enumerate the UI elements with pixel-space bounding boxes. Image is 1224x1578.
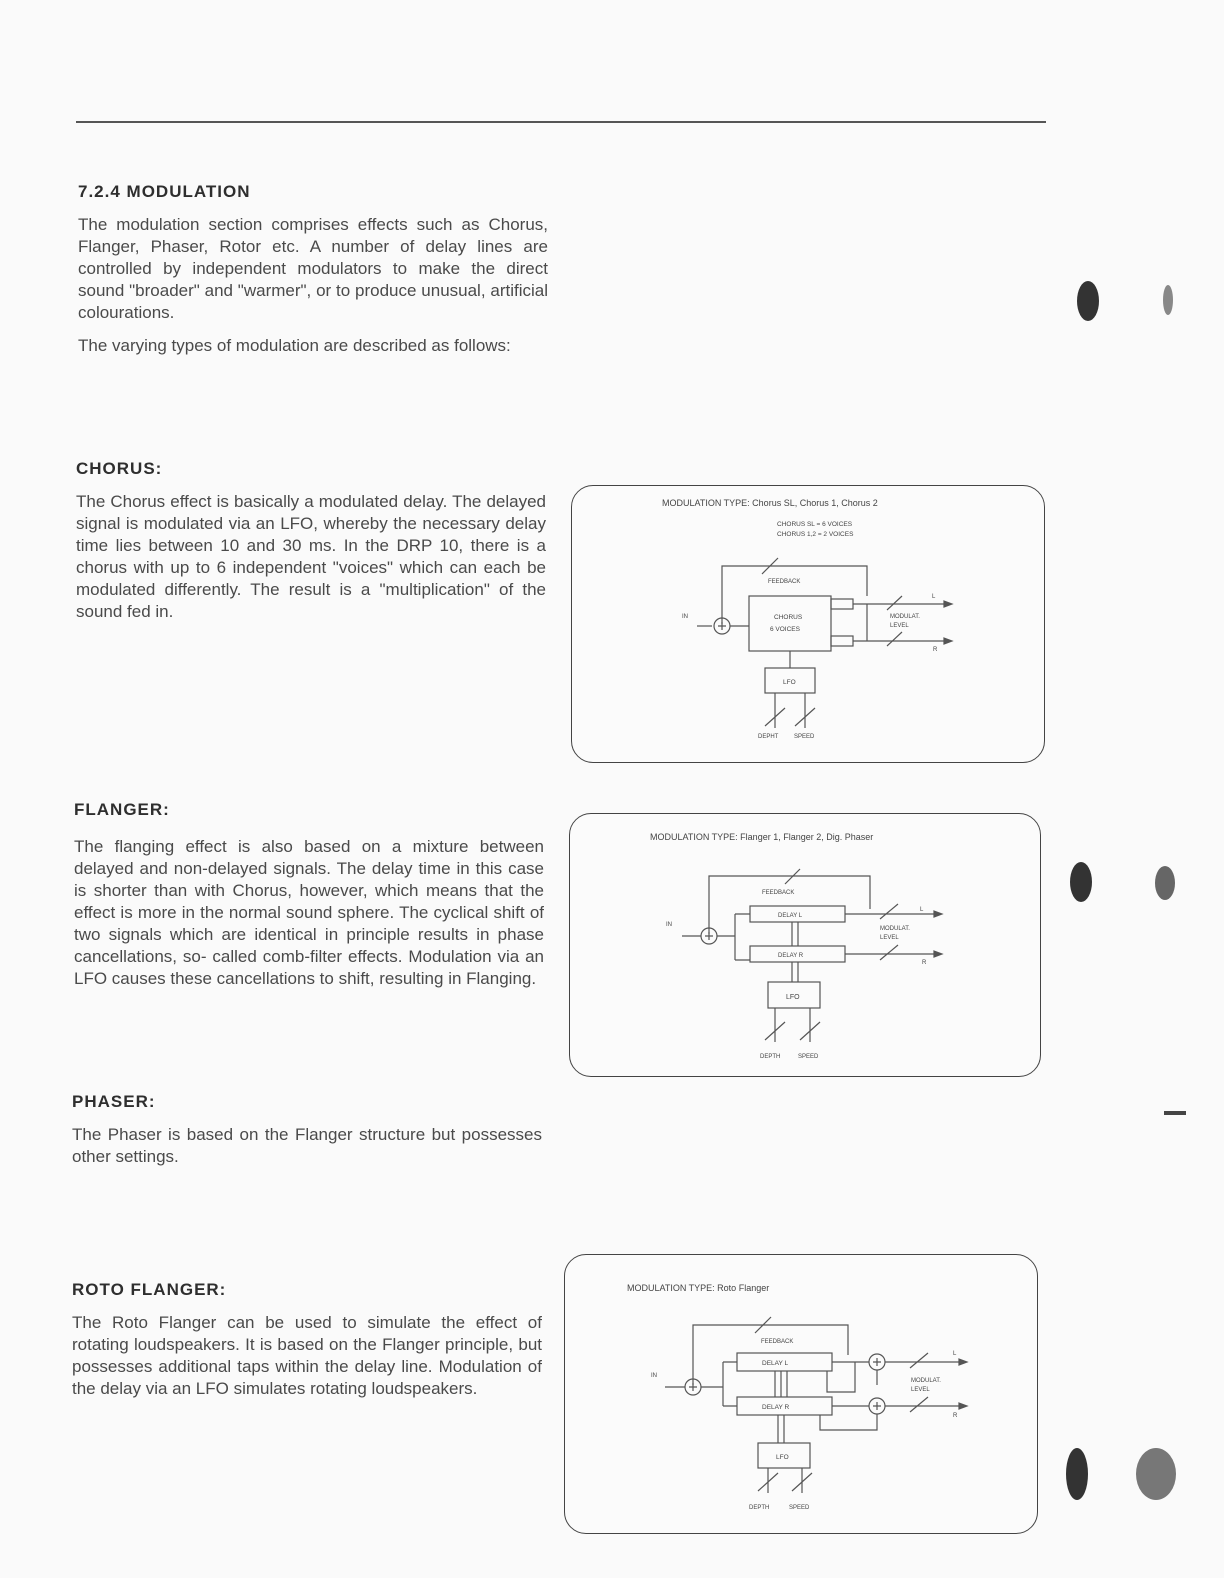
roto-level-label: LEVEL — [911, 1387, 930, 1393]
chorus-depth-label: DEPHT — [758, 734, 779, 740]
roto-out-l-label: L — [953, 1351, 957, 1357]
header-rule — [76, 121, 1046, 123]
intro-paragraph: The modulation section comprises effects such as Chorus, Flanger, Phaser, Rotor etc. A number of delay lines are controlled by independent modulators to make the direct sound "broader" and "warmer", or to produce unusual, artificial colourations. — [78, 215, 548, 322]
phaser-title: PHASER: — [72, 1092, 156, 1111]
chorus-in-label: IN — [682, 614, 688, 620]
roto-diagram-heading: MODULATION TYPE: Roto Flanger — [627, 1283, 770, 1293]
flanger-speed-label: SPEED — [798, 1054, 819, 1060]
chorus-speed-label: SPEED — [794, 734, 815, 740]
flanger-level-label: LEVEL — [880, 935, 899, 941]
flanger-diagram-heading: MODULATION TYPE: Flanger 1, Flanger 2, Dig. Phaser — [650, 832, 874, 842]
roto-lfo-label: LFO — [776, 1454, 789, 1461]
flanger-feedback-label: FEEDBACK — [762, 890, 795, 896]
flanger-paragraph: The flanging effect is also based on a mixture between delayed and non-delayed signals. The delay time in this case is shorter than with Chorus, however, which means that the effect is more in the normal sound sphere. The cyclical shift of two signals which are identical in principle results in phase cancellations, so- called comb-filter effects. Modulation via an LFO causes these cancellations to shift, resulting in Flanging. — [74, 837, 544, 988]
roto-paragraph: The Roto Flanger can be used to simulate the effect of rotating loudspeakers. It is based on the Flanger principle, but possesses additional taps within the delay line. Modulation of the delay via an LFO simulates rotating loudspeakers. — [72, 1313, 542, 1398]
chorus-feedback-label: FEEDBACK — [768, 579, 801, 585]
intro-paragraph-2: The varying types of modulation are described as follows: — [78, 336, 511, 355]
chorus-block-label-1: CHORUS — [774, 614, 803, 621]
punch-hole-icon — [1163, 285, 1173, 315]
level-pot-r-icon — [910, 1397, 928, 1412]
roto-depth-label: DEPTH — [749, 1505, 770, 1511]
chorus-paragraph: The Chorus effect is basically a modulated delay. The delayed signal is modulated via an LFO, whereby the necessary delay time lies between 10 and 30 ms. In the DRP 10, there is a chorus with up to 6 independent "voices" which can each be modulated differently. The result is a "multiplication" of the sound fed in. — [76, 492, 546, 621]
punch-hole-icon — [1155, 866, 1175, 900]
level-pot-r-icon — [887, 632, 902, 646]
level-pot-r-icon — [880, 945, 898, 960]
roto-title: ROTO FLANGER: — [72, 1280, 227, 1299]
flanger-out-r-label: R — [922, 960, 927, 966]
flanger-in-label: IN — [666, 922, 672, 928]
flanger-delay-l-label: DELAY L — [778, 913, 803, 919]
chorus-diagram-heading: MODULATION TYPE: Chorus SL, Chorus 1, Chorus 2 — [662, 498, 878, 508]
flanger-modulat-label: MODULAT. — [880, 926, 910, 932]
roto-delay-l-label: DELAY L — [762, 1360, 789, 1367]
chorus-diagram — [571, 485, 1045, 763]
flanger-diagram — [569, 813, 1041, 1077]
chorus-out-r-label: R — [933, 647, 938, 653]
chorus-lfo-label: LFO — [783, 679, 796, 686]
chorus-modulat-label: MODULAT. — [890, 614, 920, 620]
flanger-out-l-label: L — [920, 907, 924, 913]
chorus-block — [749, 596, 831, 651]
phaser-paragraph: The Phaser is based on the Flanger structure but possesses other settings. — [72, 1125, 542, 1166]
chorus-block-label-2: 6 VOICES — [770, 626, 800, 633]
punch-hole-icon — [1066, 1448, 1088, 1500]
chorus-title: CHORUS: — [76, 459, 163, 478]
roto-feedback-label: FEEDBACK — [761, 1339, 794, 1345]
chorus-note-2: CHORUS 1,2 = 2 VOICES — [777, 531, 854, 538]
roto-out-r-label: R — [953, 1413, 958, 1419]
flanger-title: FLANGER: — [74, 800, 170, 819]
punch-hole-icon — [1077, 281, 1099, 321]
level-pot-l-icon — [910, 1353, 928, 1368]
level-pot-l-icon — [880, 904, 898, 919]
level-pot-l-icon — [887, 596, 902, 610]
chorus-out-l-label: L — [932, 594, 936, 600]
roto-in-label: IN — [651, 1373, 657, 1379]
punch-hole-icon — [1136, 1448, 1176, 1500]
section-title: 7.2.4 MODULATION — [78, 182, 251, 201]
roto-diagram — [564, 1254, 1038, 1534]
roto-delay-r-label: DELAY R — [762, 1404, 790, 1411]
chorus-note-1: CHORUS SL = 6 VOICES — [777, 521, 853, 528]
flanger-lfo-label: LFO — [786, 994, 800, 1001]
punch-hole-icon — [1070, 862, 1092, 902]
flanger-depth-label: DEPTH — [760, 1054, 781, 1060]
margin-mark — [1164, 1111, 1186, 1115]
roto-modulat-label: MODULAT. — [911, 1378, 941, 1384]
flanger-delay-r-label: DELAY R — [778, 953, 804, 959]
roto-speed-label: SPEED — [789, 1505, 810, 1511]
chorus-level-label: LEVEL — [890, 623, 909, 629]
